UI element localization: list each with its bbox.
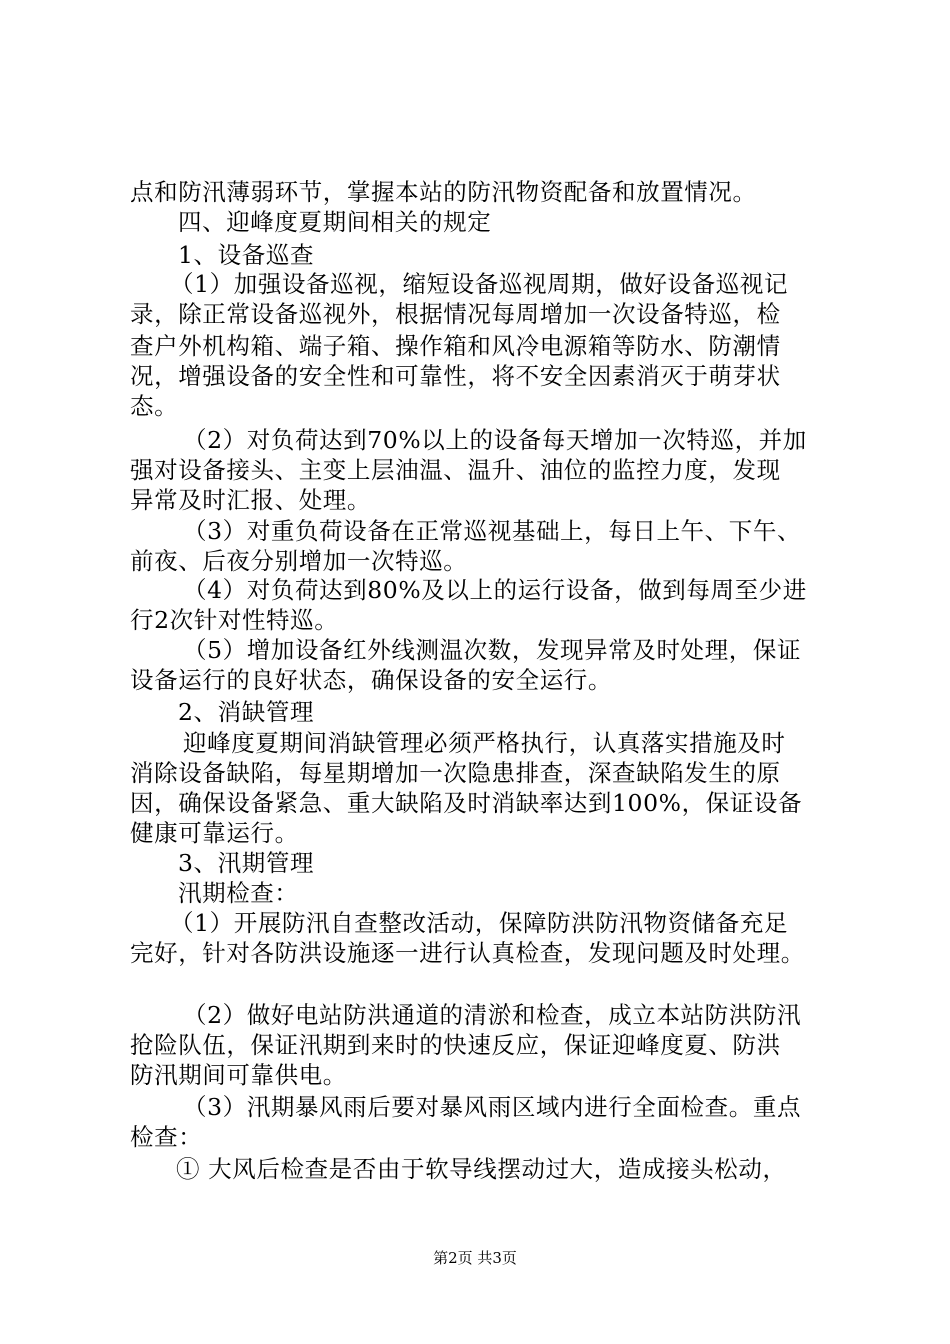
text-line: 查户外机构箱、端子箱、操作箱和风冷电源箱等防水、防潮情 [130,332,781,360]
text-line: 完好，针对各防洪设施逐一进行认真检查，发现问题及时处理。 [130,939,805,967]
subsection-heading: 1、设备巡查 [178,241,315,269]
subsection-heading: 3、汛期管理 [178,849,315,877]
text-line: 迎峰度夏期间消缺管理必须严格执行，认真落实措施及时 [183,729,786,757]
text-line: （1）加强设备巡视，缩短设备巡视周期，做好设备巡视记 [170,270,789,298]
subsection-heading: 2、消缺管理 [178,698,315,726]
text-line: 强对设备接头、主变上层油温、温升、油位的监控力度，发现 [130,456,781,484]
text-line: 行2次针对性特巡。 [130,606,339,634]
text-line: 消除设备缺陷，每星期增加一次隐患排查，深查缺陷发生的原 [130,759,781,787]
section-heading: 四、迎峰度夏期间相关的规定 [178,208,492,236]
text-line: （3）汛期暴风雨后要对暴风雨区域内进行全面检查。重点 [183,1093,802,1121]
text-line: （1）开展防汛自查整改活动，保障防洪防汛物资储备充足 [170,909,789,937]
text-line: ① 大风后检查是否由于软导线摆动过大，造成接头松动， [176,1155,787,1183]
text-line: 设备运行的良好状态，确保设备的安全运行。 [130,666,612,694]
text-line: 因，确保设备紧急、重大缺陷及时消缺率达到100%，保证设备 [130,789,803,817]
text-line: （5）增加设备红外线测温次数，发现异常及时处理，保证 [183,636,802,664]
text-line: 健康可靠运行。 [130,819,299,847]
text-line: 点和防汛薄弱环节，掌握本站的防汛物资配备和放置情况。 [130,178,757,206]
text-line: 检查： [130,1123,203,1151]
text-line: 录，除正常设备巡视外，根据情况每周增加一次设备特巡，检 [130,300,781,328]
text-line: 况，增强设备的安全性和可靠性，将不安全因素消灭于萌芽状 [130,362,781,390]
text-line: 抢险队伍，保证汛期到来时的快速反应，保证迎峰度夏、防洪 [130,1031,781,1059]
text-line: （3）对重负荷设备在正常巡视基础上，每日上午、下午、 [183,517,802,545]
text-line: （2）做好电站防洪通道的清淤和检查，成立本站防洪防汛 [183,1001,802,1029]
text-line: 前夜、后夜分别增加一次特巡。 [130,547,468,575]
text-line: 异常及时汇报、处理。 [130,486,371,514]
page-number-footer: 第2页 共3页 [433,1249,517,1267]
text-line: （2）对负荷达到70%以上的设备每天增加一次特巡，并加 [183,426,807,454]
text-line: 态。 [130,392,179,420]
text-line: 防汛期间可靠供电。 [130,1061,347,1089]
text-line: （4）对负荷达到80%及以上的运行设备，做到每周至少进 [183,576,807,604]
text-line: 汛期检查： [178,879,299,907]
